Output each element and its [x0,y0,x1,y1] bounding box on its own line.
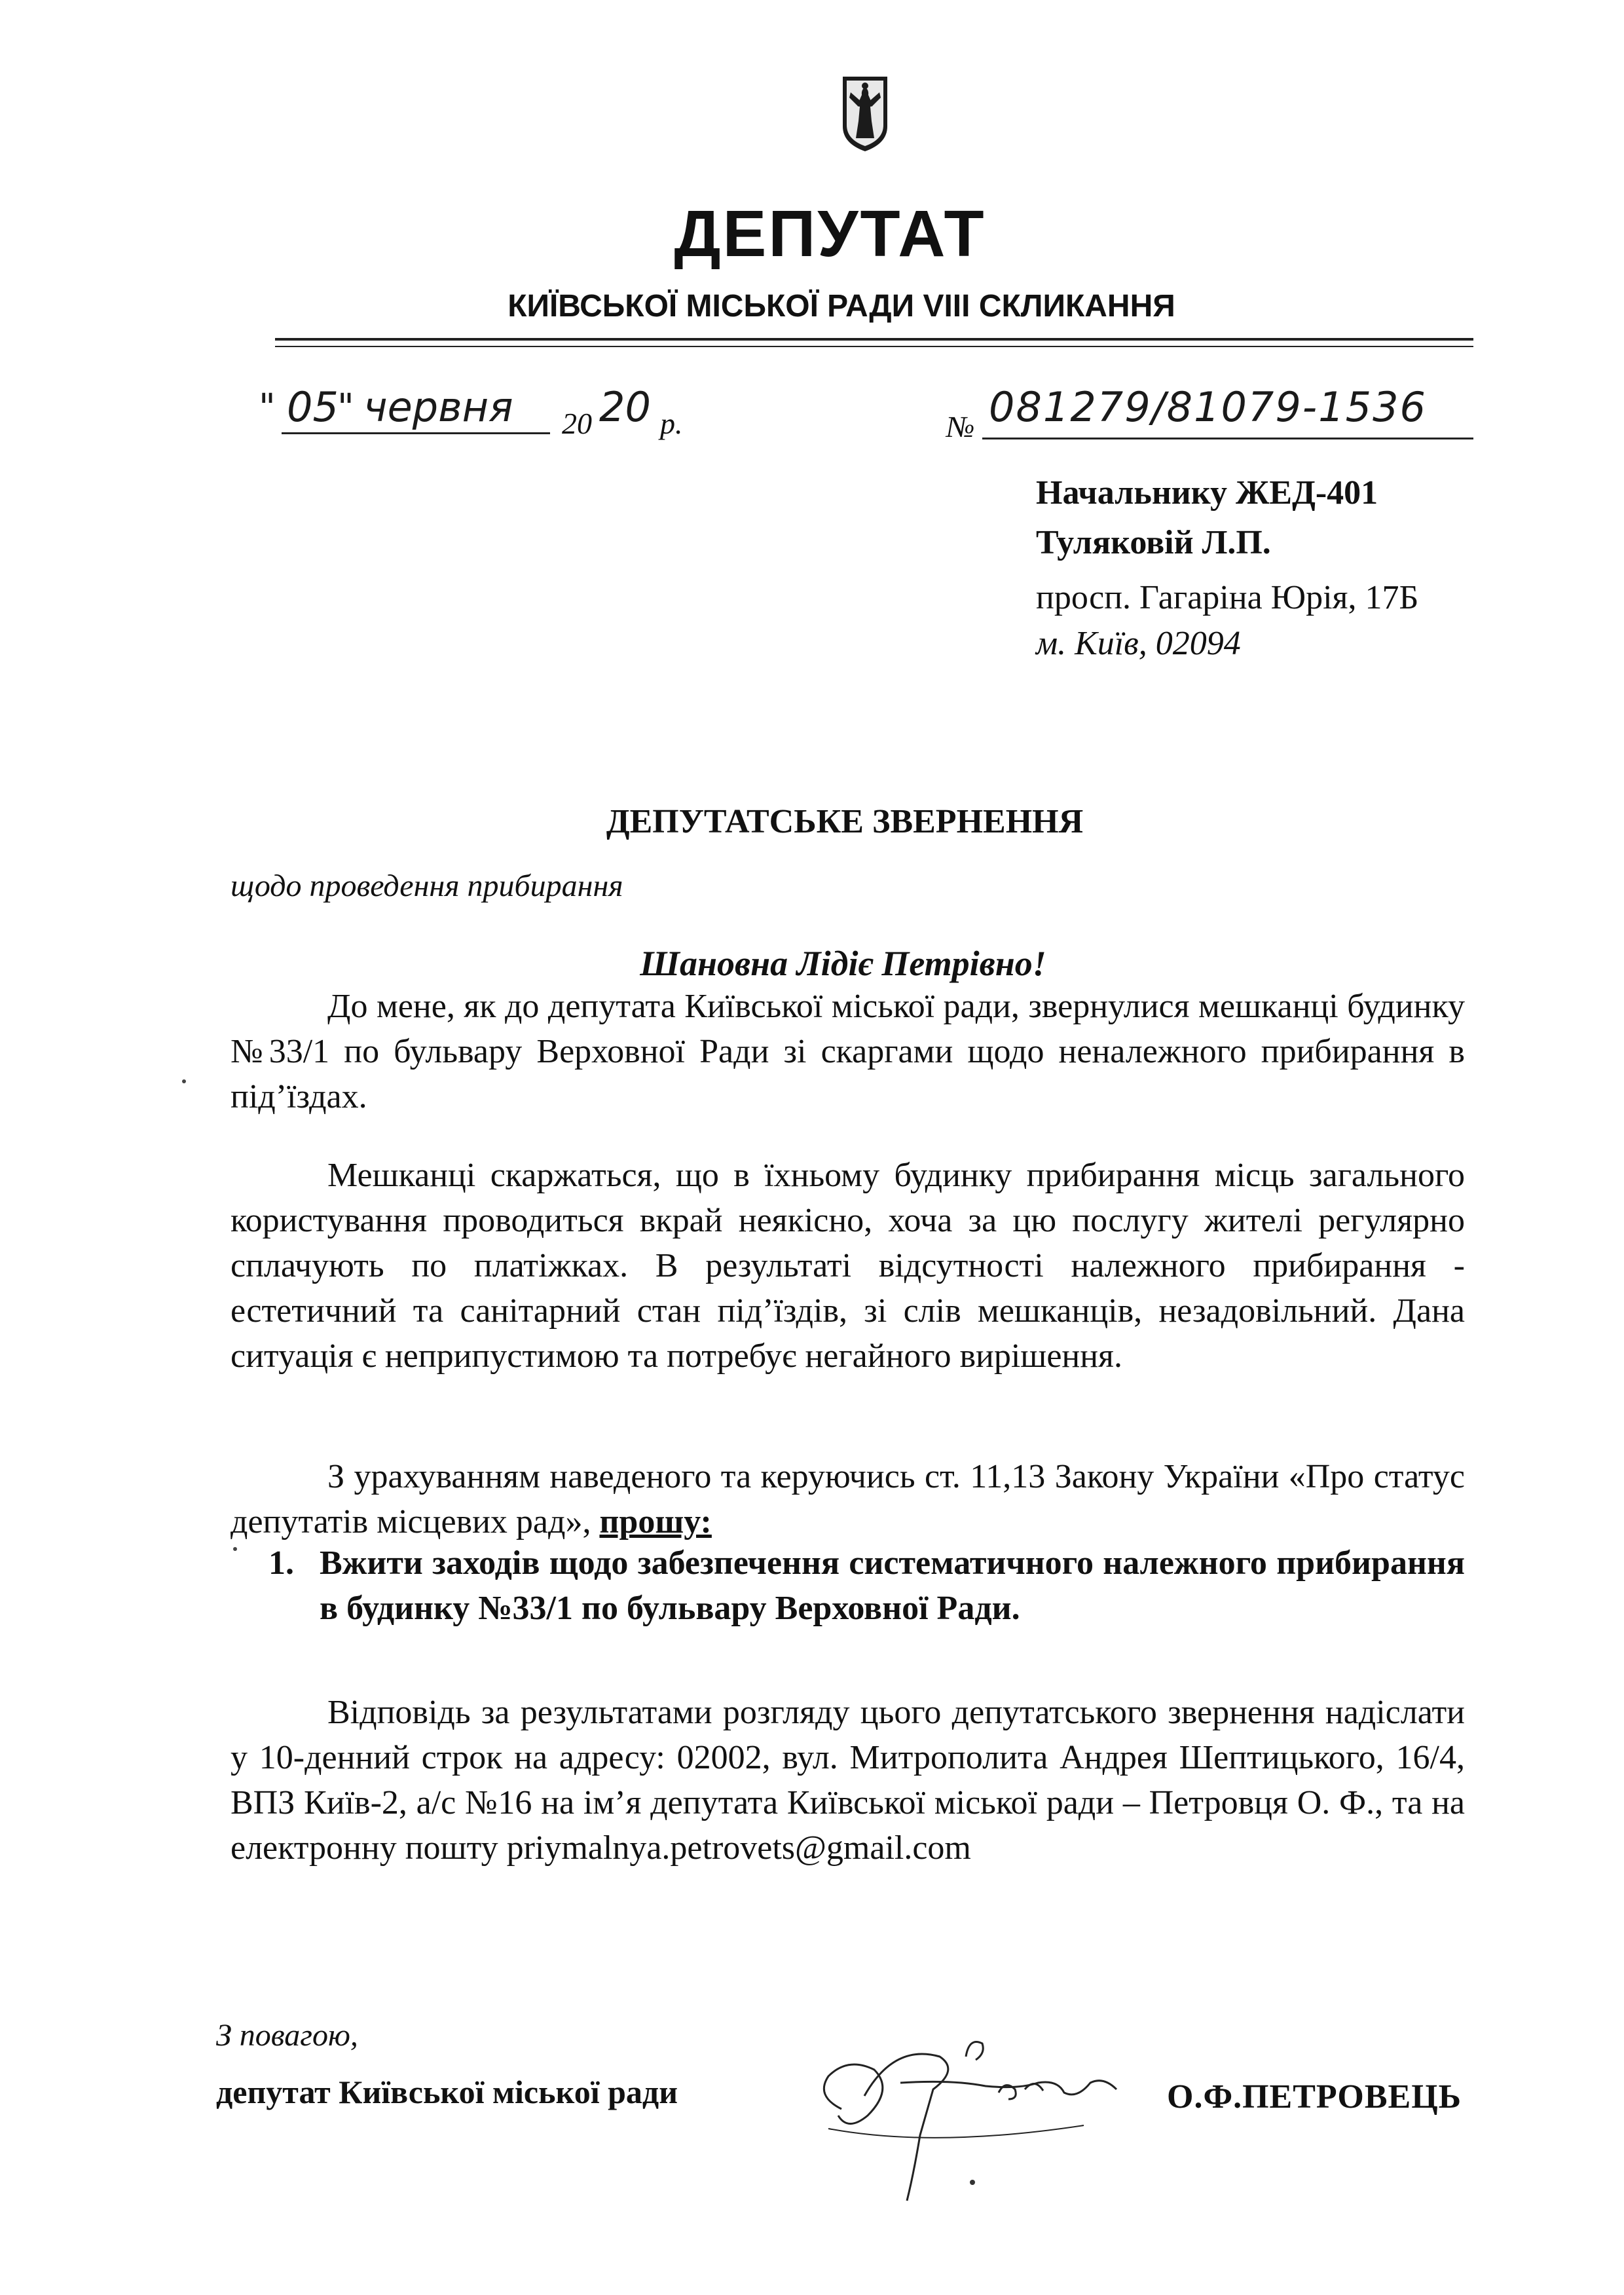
list-item-text: Вжити заходів щодо забезпечення систематичного належного прибирання в будинку №33/1 по бульвару Верховної Ради. [320,1544,1465,1627]
request-word: прошу: [599,1503,712,1540]
handwritten-signature [802,2017,1143,2214]
salutation: Шановна Лідіє Петрівно! [640,944,1046,983]
reference-number: 081279/81079-1536 [989,383,1427,431]
addressee-street: просп. Гагаріна Юрія, 17Б [1036,579,1419,616]
paragraph-response-request: Відповідь за результатами розгляду цього депутатського звернення надіслати у 10-денний строк на адресу: 02002, вул. Митрополита Андрея Шептицького, 16/4, ВПЗ Київ-2, а/с №16 на ім’я депутата Київської міської ради – Петровця О. Ф., та на електронну пошту priymalnya.petrovets@gmail.com [231,1694,1465,1867]
closing-position: депутат Київської міської ради [216,2074,678,2110]
addressee-city: м. Київ, 02094 [1036,625,1241,662]
paragraph-legal-basis [231,1454,1465,1544]
letterhead-title: ДЕПУТАТ [674,197,986,271]
scan-speck [182,1079,186,1083]
closing-regards: З повагою, [216,2018,358,2053]
date-year-suffix: 20 [599,383,651,431]
kyiv-coat-of-arms-icon [841,75,889,153]
date-year-mark: р. [660,407,683,440]
legal-basis-text: З урахуванням наведеного та керуючись ст. 11,13 Закону України «Про статус депутатів місцевих рад», [231,1458,1465,1540]
reference-number-label: № [946,410,975,443]
scan-speck [233,1547,237,1551]
paragraph-details: Мешканці скаржаться, що в їхньому будинку прибирання місць загального користування проводиться вкрай неякісно, хоча за цю послугу жителі регулярно сплачують по платіжках. В результаті відсутності належного прибирання - естетичний та санітарний стан під’їздів, зі слів мешканців, незадовільний. Дана ситуація є неприпустимою та потребує негайного вирішення. [231,1157,1465,1375]
header-divider-thin [275,346,1473,347]
date-day: 05 [287,383,339,431]
list-item-number: 1. [268,1544,294,1582]
date-year-prefix: 20 [562,407,592,440]
date-underline [282,432,550,434]
paragraph-complaint: До мене, як до депутата Київської міської ради, звернулися мешканці будинку №33/1 по бульвару Верховної Ради зі скаргами щодо неналежного прибирання в під’їздах. [231,988,1465,1115]
document-title: ДЕПУТАТСЬКЕ ЗВЕРНЕННЯ [606,803,1084,840]
addressee-name: Туляковій Л.П. [1036,524,1271,561]
date-close-quote: " [337,386,354,429]
letterhead-subtitle: КИЇВСЬКОЇ МІСЬКОЇ РАДИ VIII СКЛИКАННЯ [507,289,1175,324]
date-open-quote: " [259,386,276,429]
document-subject: щодо проведення прибирання [231,868,623,903]
request-list [268,1540,1465,1631]
reference-underline [982,438,1473,439]
addressee-position: Начальнику ЖЕД-401 [1036,474,1378,512]
date-month: червня [363,383,513,431]
signatory-name: О.Ф.ПЕТРОВЕЦЬ [1167,2078,1462,2116]
header-divider-thick [275,338,1473,341]
